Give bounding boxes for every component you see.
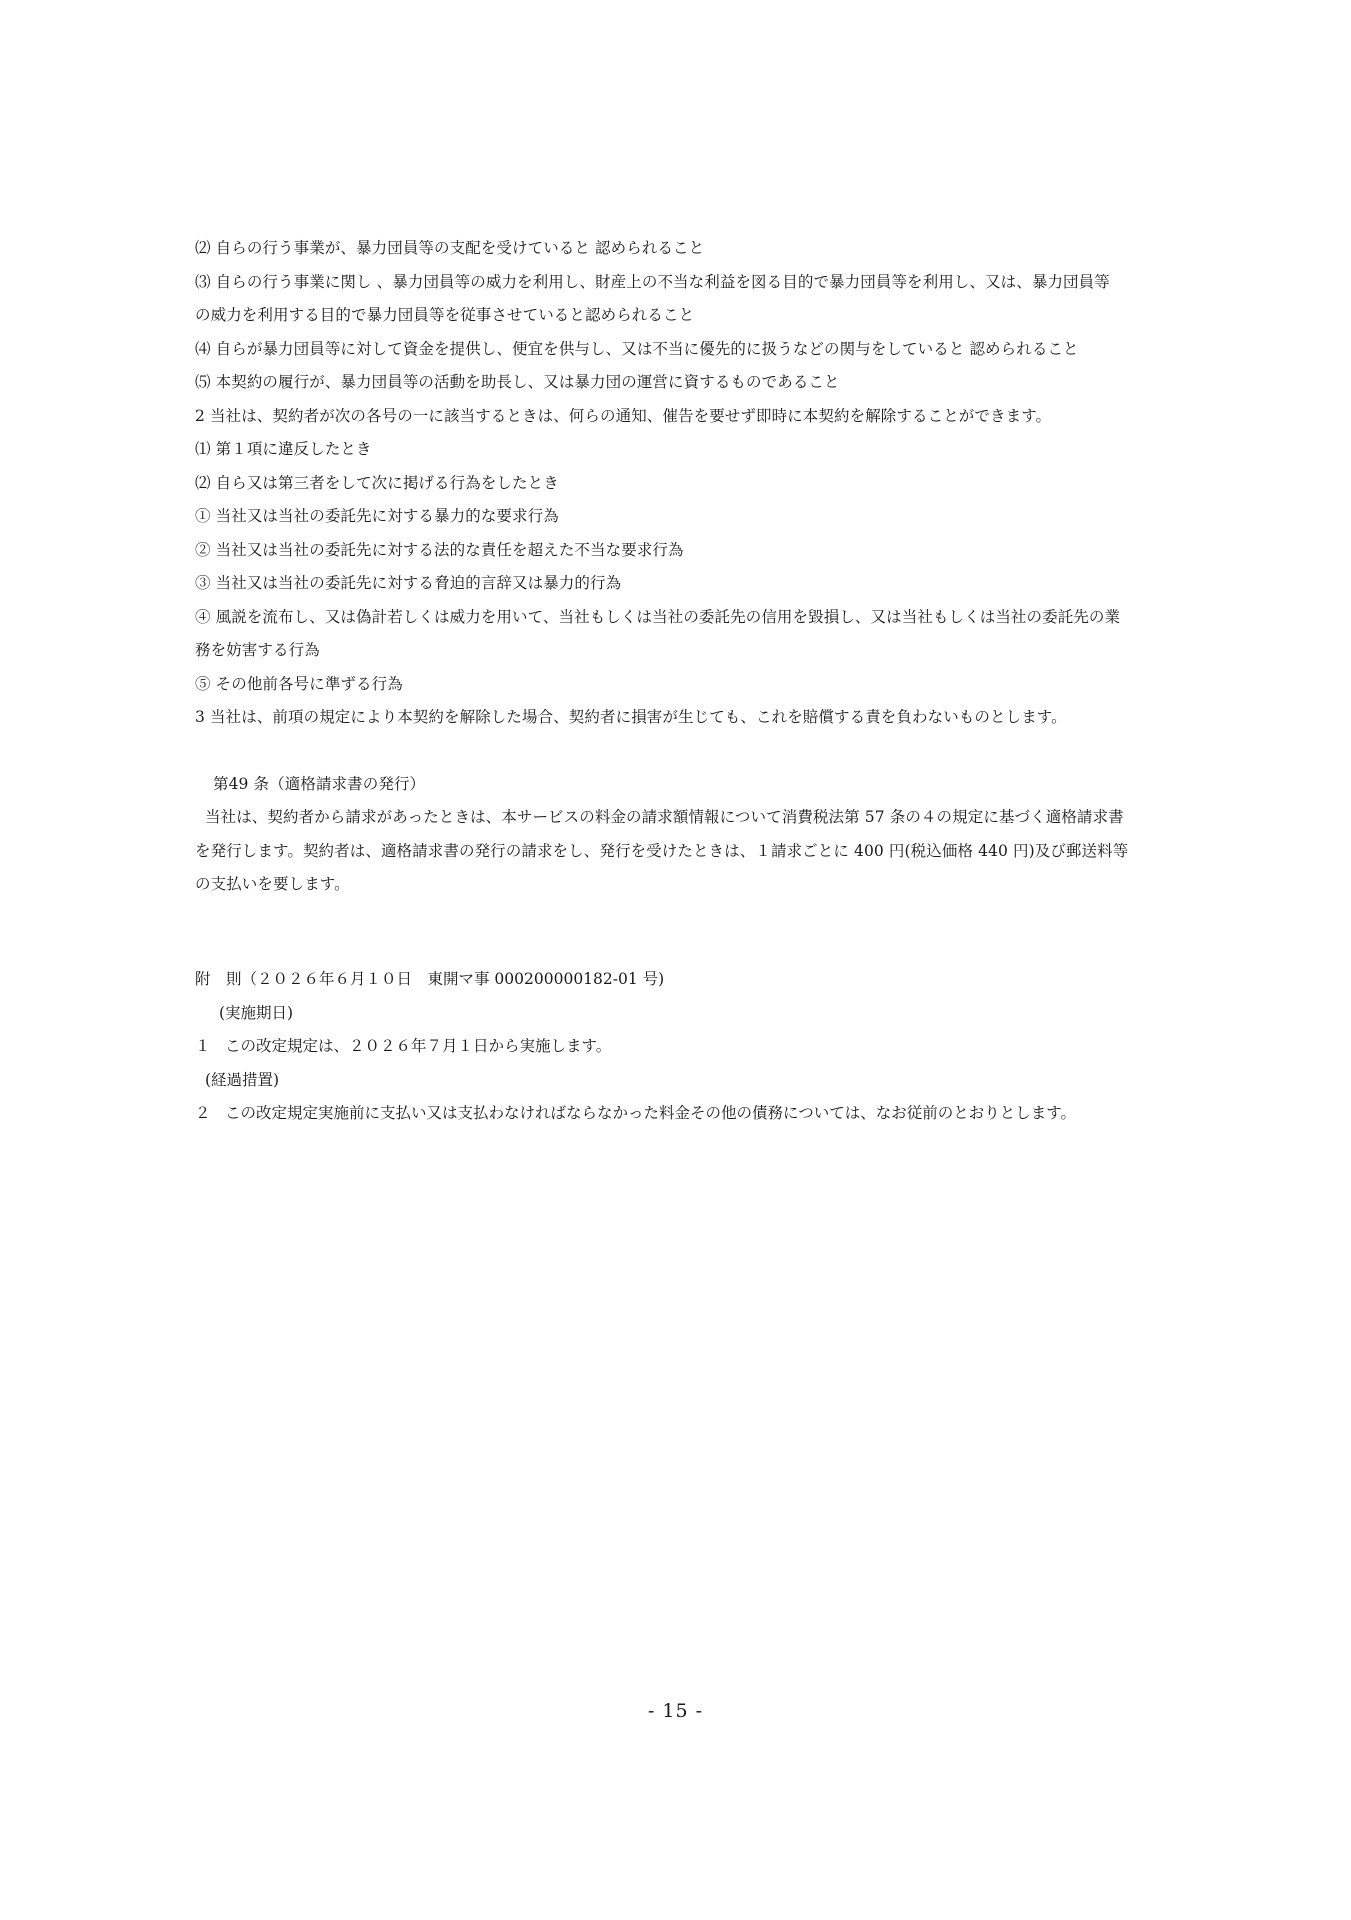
article-body [195, 232, 1165, 902]
paragraph-2-item-1: ⑴ 第１項に違反したとき [195, 440, 372, 458]
paragraph-3: 3 当社は、前項の規定により本契約を解除した場合、契約者に損害が生じても、これを賠償する責を負わないものとします。 [195, 708, 1067, 726]
article-49-line3: の支払いを要します。 [195, 875, 350, 893]
clause-2: ⑵ 自らの行う事業が、暴力団員等の支配を受けていると 認められること [195, 239, 705, 257]
subitem-5: ⑤ その他前各号に準ずる行為 [195, 674, 403, 693]
item-number: ２ [195, 1104, 211, 1122]
subitem-4-line1: ④ 風説を流布し、又は偽計若しくは威力を用いて、当社もしくは当社の委託先の信用を毀損し、又は当社もしくは当社の委託先の業 [195, 607, 1121, 626]
clause-5: ⑸ 本契約の履行が、暴力団員等の活動を助長し、又は暴力団の運営に資するものであること [195, 373, 840, 391]
enforcement-date-heading: (実施期日) [219, 1003, 294, 1022]
supplementary-title: 附 則（２０２６年６月１０日 東開マ事 000200000182-01 号) [195, 970, 665, 988]
clause-3-line1: ⑶ 自らの行う事業に関し 、暴力団員等の威力を利用し、財産上の不当な利益を図る目的で暴力団員等を利用し、又は、暴力団員等 [195, 272, 1110, 291]
clause-3-line2: の威力を利用する目的で暴力団員等を従事させていると認められること [195, 306, 695, 324]
subitem-1: ① 当社又は当社の委託先に対する暴力的な要求行為 [195, 507, 559, 525]
subitem-4-line2: 務を妨害する行為 [195, 641, 320, 659]
article-49-heading: 第49 条（適格請求書の発行） [213, 774, 426, 793]
spacer [195, 735, 1165, 768]
item-text: この改定規定実施前に支払い又は支払わなければならなかった料金その他の債務については、なお従前のとおりとします。 [225, 1104, 1076, 1122]
subitem-3: ③ 当社又は当社の委託先に対する脅迫的言辞又は暴力的行為 [195, 574, 622, 592]
supplementary-item-1 [195, 1030, 1165, 1064]
item-text: この改定規定は、２０２６年７月１日から実施します。 [225, 1037, 612, 1055]
paragraph-2: 2 当社は、契約者が次の各号の一に該当するときは、何らの通知、催告を要せず即時に本契約を解除することができます。 [195, 406, 1052, 425]
transitional-measures-heading: (経過措置) [205, 1070, 280, 1089]
supplementary-item-2 [195, 1097, 1165, 1131]
subitem-2: ② 当社又は当社の委託先に対する法的な責任を超えた不当な要求行為 [195, 540, 684, 559]
supplementary-provisions [195, 963, 1165, 1131]
article-49-line1: 当社は、契約者から請求があったときは、本サービスの料金の請求額情報について消費税法第 57 条の４の規定に基づく適格請求書 [205, 808, 1124, 826]
page-number: - 15 - [647, 1700, 704, 1722]
article-49-line2: を発行します。契約者は、適格請求書の発行の請求をし、発行を受けたときは、１請求ごとに 400 円(税込価格 440 円)及び郵送料等 [195, 841, 1129, 860]
item-number: １ [195, 1037, 211, 1055]
clause-4: ⑷ 自らが暴力団員等に対して資金を提供し、便宜を供与し、又は不当に優先的に扱うなどの関与をしていると 認められること [195, 339, 1079, 358]
paragraph-2-item-2: ⑵ 自ら又は第三者をして次に掲げる行為をしたとき [195, 473, 559, 492]
